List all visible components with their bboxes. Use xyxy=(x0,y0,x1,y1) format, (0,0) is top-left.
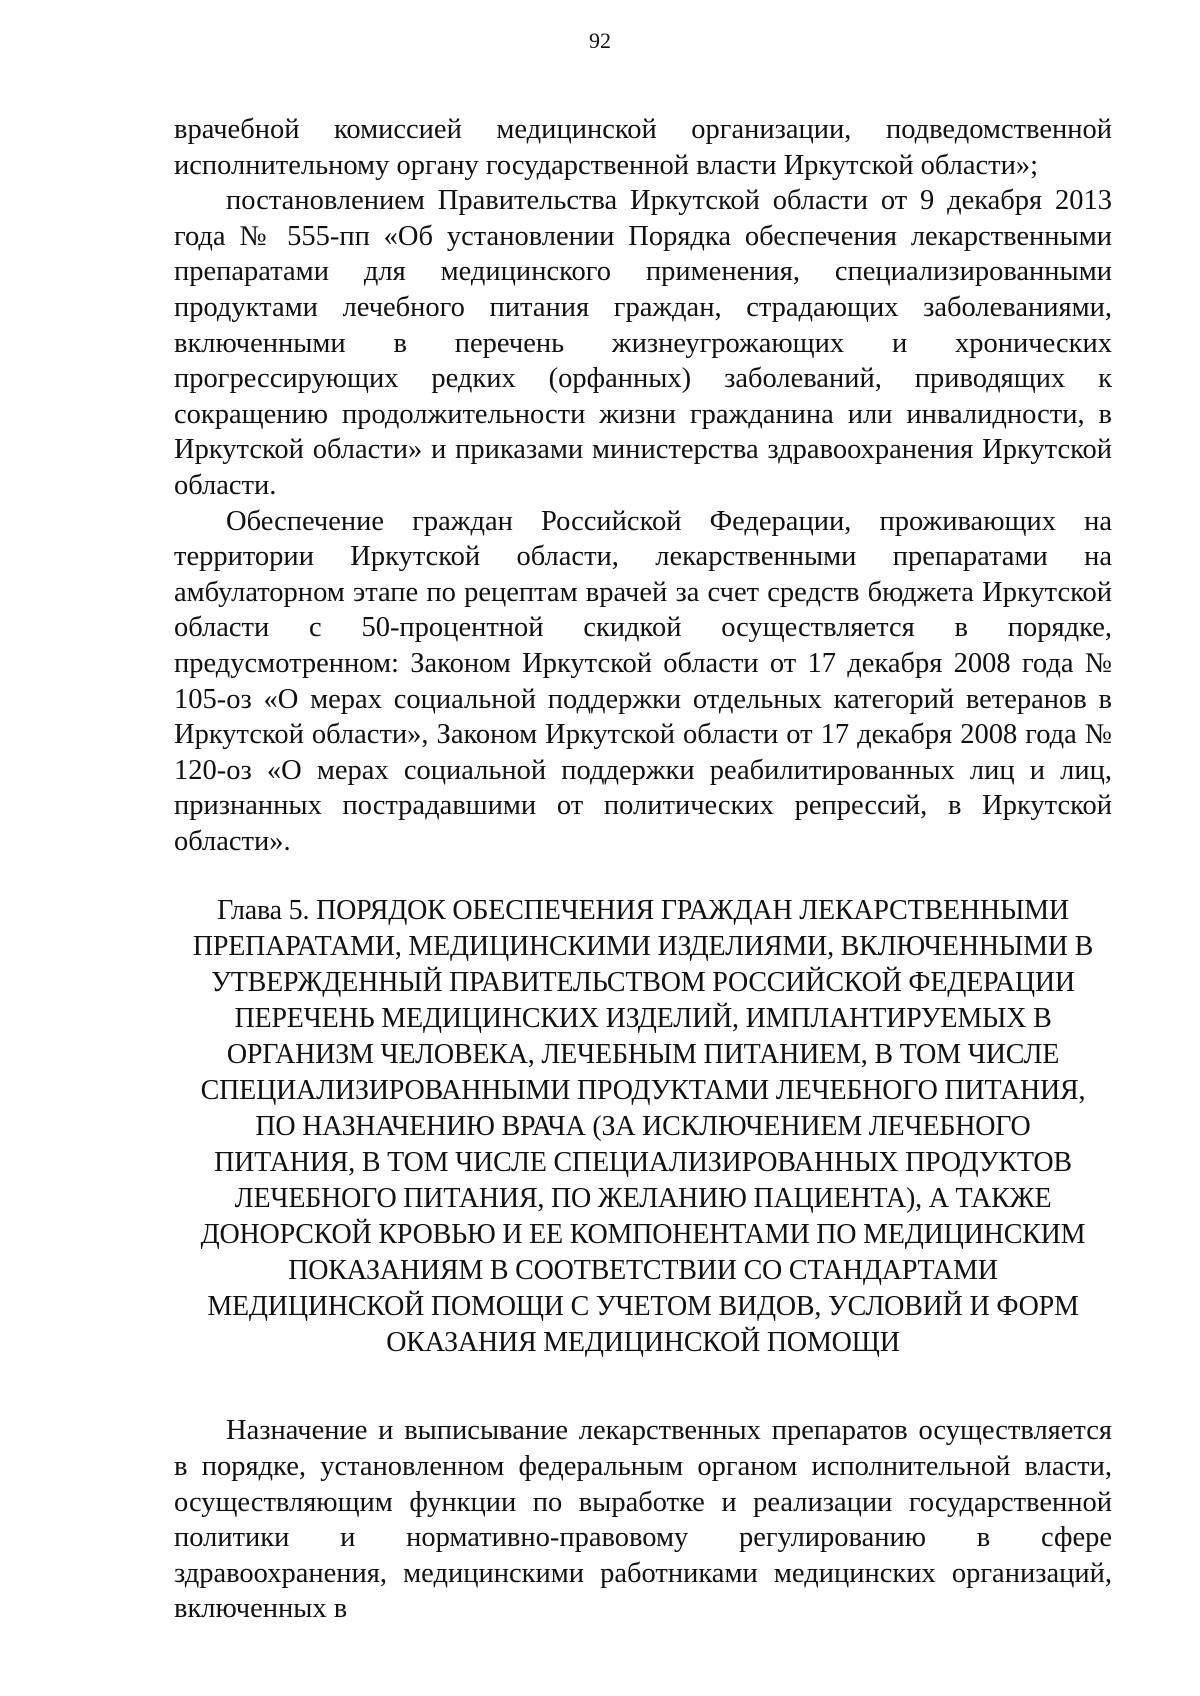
chapter-heading-line: ПОКАЗАНИЯМ В СООТВЕТСТВИИ СО СТАНДАРТАМИ xyxy=(288,1255,998,1287)
paragraph-discount-provision: Обеспечение граждан Российской Федерации, проживающих на территории Иркутской области, лекарственными препаратами на амбулаторном этапе по рецептам врачей за счет средств бюджета Иркутской области с 50-процентной скидкой осуществляется в порядке, предусмотренном: Законом Иркутской области от 17 декабря 2008 года № 105-оз «О мерах социальной поддержки отдельных категорий ветеранов в Иркутской области», Законом Иркутской области от 17 декабря 2008 года № 120-оз «О мерах социальной поддержки реабилитированных лиц и лиц, признанных пострадавшими от политических репрессий, в Иркутской области». xyxy=(174,505,1112,857)
chapter-heading-line: ПО НАЗНАЧЕНИЮ ВРАЧА (ЗА ИСКЛЮЧЕНИЕМ ЛЕЧЕБНОГО xyxy=(255,1111,1031,1143)
chapter-heading-line: ДОНОРСКОЙ КРОВЬЮ И ЕЕ КОМПОНЕНТАМИ ПО МЕДИЦИНСКИМ xyxy=(200,1219,1086,1251)
chapter-heading-line: СПЕЦИАЛИЗИРОВАННЫМИ ПРОДУКТАМИ ЛЕЧЕБНОГО ПИТАНИЯ, xyxy=(200,1075,1086,1107)
chapter-heading-line: ЛЕЧЕБНОГО ПИТАНИЯ, ПО ЖЕЛАНИЮ ПАЦИЕНТА), А ТАКЖЕ xyxy=(234,1183,1052,1215)
paragraph-government-resolution: постановлением Правительства Иркутской области от 9 декабря 2013 года № 555-пп «Об установлении Порядка обеспечения лекарственными препаратами для медицинского применения, специализированными продуктами лечебного питания граждан, страдающих заболеваниями, включенными в перечень жизнеугрожающих и хронических прогрессирующих редких (орфанных) заболеваний, приводящих к сокращению продолжительности жизни гражданина или инвалидности, в Иркутской области» и приказами министерства здравоохранения Иркутской области. xyxy=(174,185,1112,501)
chapter-heading-line: ПРЕПАРАТАМИ, МЕДИЦИНСКИМИ ИЗДЕЛИЯМИ, ВКЛЮЧЕННЫМИ В xyxy=(192,931,1094,963)
chapter-heading-line: ПЕРЕЧЕНЬ МЕДИЦИНСКИХ ИЗДЕЛИЙ, ИМПЛАНТИРУЕМЫХ В xyxy=(234,1003,1052,1035)
paragraph-prescription-order: Назначение и выписывание лекарственных препаратов осуществляется в порядке, установленном федеральным органом исполнительной власти, осуществляющим функции по выработке и реализации государственной политики и нормативно-правовому регулированию в сфере здравоохранения, медицинскими работниками медицинских организаций, включенных в xyxy=(174,1415,1112,1625)
chapter-heading-line: УТВЕРЖДЕННЫЙ ПРАВИТЕЛЬСТВОМ РОССИЙСКОЙ ФЕДЕРАЦИИ xyxy=(211,967,1075,999)
chapter-heading-line: ОКАЗАНИЯ МЕДИЦИНСКОЙ ПОМОЩИ xyxy=(386,1327,900,1359)
chapter-heading-line: Глава 5. ПОРЯДОК ОБЕСПЕЧЕНИЯ ГРАЖДАН ЛЕКАРСТВЕННЫМИ xyxy=(217,895,1069,927)
document-body xyxy=(174,112,1112,1627)
chapter-heading xyxy=(174,893,1112,1361)
chapter-heading-line: МЕДИЦИНСКОЙ ПОМОЩИ С УЧЕТОМ ВИДОВ, УСЛОВИЙ И ФОРМ xyxy=(207,1291,1079,1323)
chapter-heading-line: ПИТАНИЯ, В ТОМ ЧИСЛЕ СПЕЦИАЛИЗИРОВАННЫХ ПРОДУКТОВ xyxy=(214,1147,1072,1179)
chapter-heading-line: ОРГАНИЗМ ЧЕЛОВЕКА, ЛЕЧЕБНЫМ ПИТАНИЕМ, В ТОМ ЧИСЛЕ xyxy=(226,1039,1060,1071)
paragraph-continuation: врачебной комиссией медицинской организации, подведомственной исполнительному органу государственной власти Иркутской области»; xyxy=(174,114,1112,181)
page-number: 92 xyxy=(589,28,611,53)
